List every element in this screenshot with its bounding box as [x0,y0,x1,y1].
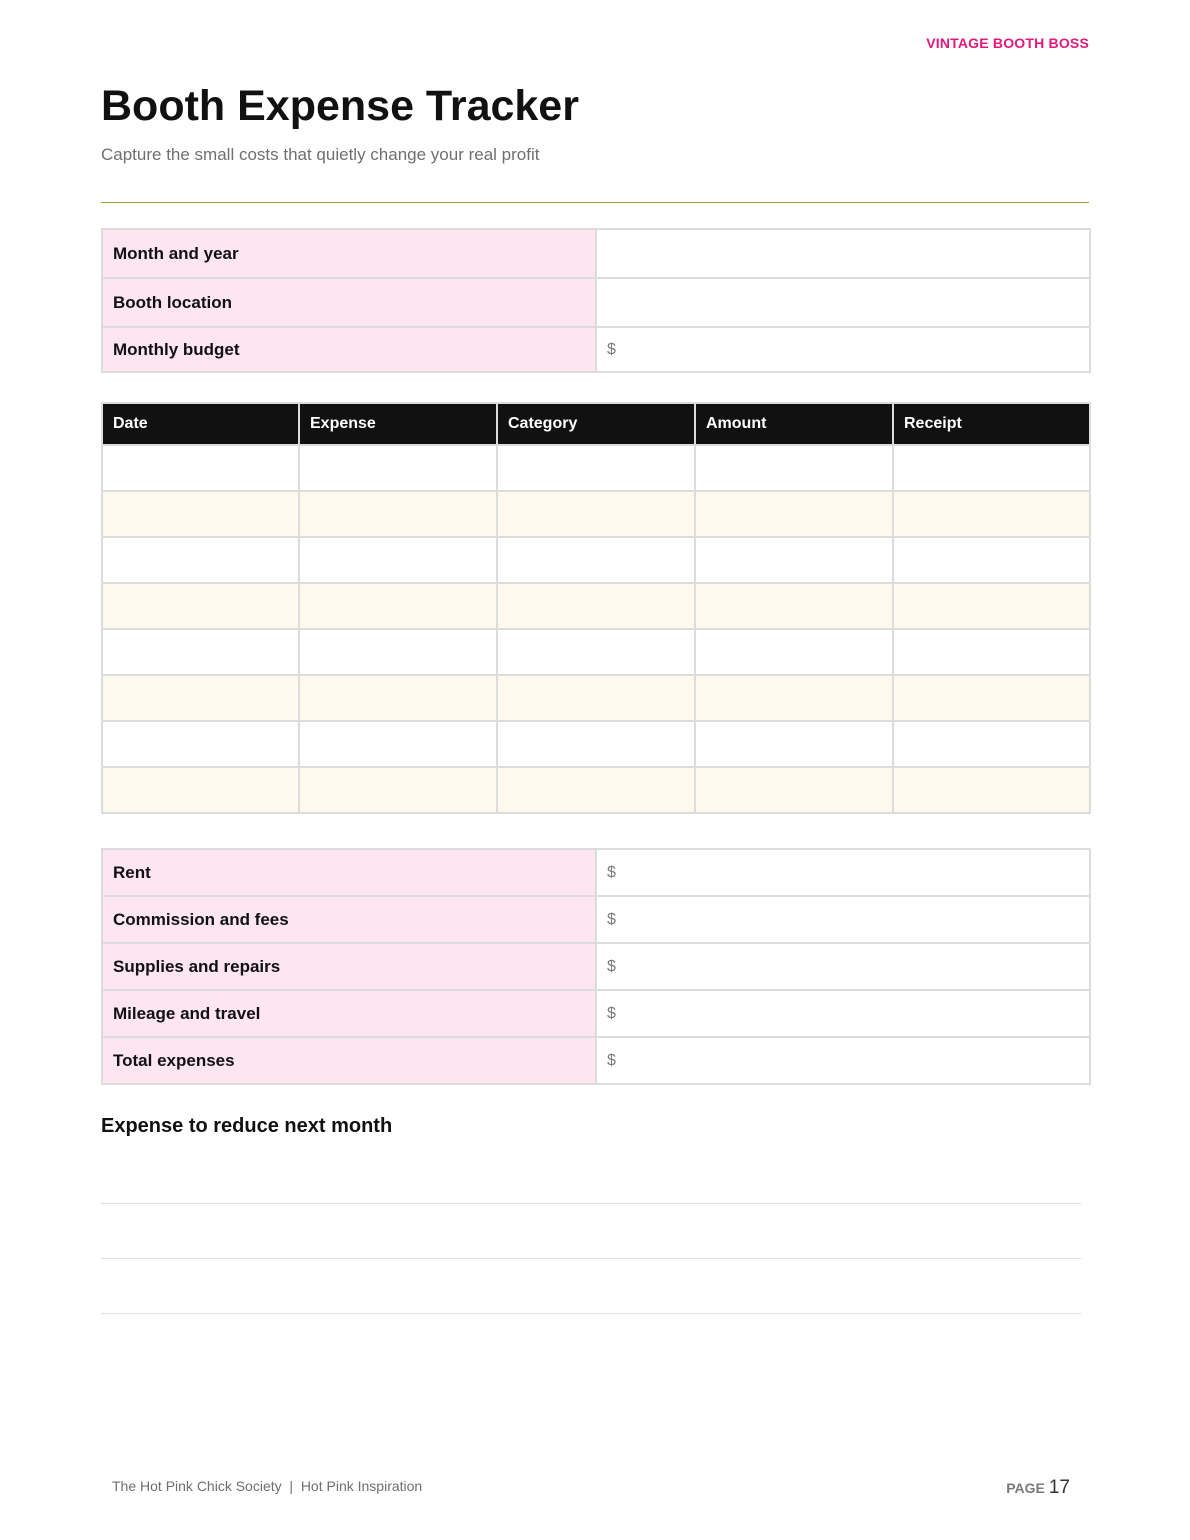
receipt-cell[interactable] [893,537,1090,583]
totals-row-total [102,1037,1090,1084]
notes-heading: Expense to reduce next month [101,1115,393,1137]
supplies-field[interactable]: $ [596,943,1090,990]
footer-credit: The Hot Pink Chick Society | Hot Pink Inspiration [112,1478,423,1494]
total-expenses-label: Total expenses [102,1037,596,1084]
expense-table [101,402,1091,814]
amount-cell[interactable] [695,445,893,491]
note-line[interactable] [101,1203,1081,1204]
page-title: Booth Expense Tracker [101,82,579,130]
expense-cell[interactable] [299,445,497,491]
table-row [102,491,1090,537]
total-expenses-field[interactable]: $ [596,1037,1090,1084]
date-cell[interactable] [102,675,299,721]
date-cell[interactable] [102,445,299,491]
info-row-location [102,278,1090,327]
receipt-cell[interactable] [893,491,1090,537]
amount-cell[interactable] [695,629,893,675]
page-subtitle: Capture the small costs that quietly change your real profit [101,145,540,164]
date-cell[interactable] [102,721,299,767]
category-cell[interactable] [497,583,695,629]
receipt-cell[interactable] [893,629,1090,675]
table-row [102,583,1090,629]
commission-label: Commission and fees [102,896,596,943]
note-line[interactable] [101,1258,1081,1259]
amount-cell[interactable] [695,537,893,583]
column-header-category: Category [497,403,695,445]
date-cell[interactable] [102,583,299,629]
totals-row-rent [102,849,1090,896]
table-row [102,675,1090,721]
date-cell[interactable] [102,767,299,813]
info-row-budget [102,327,1090,372]
date-cell[interactable] [102,537,299,583]
amount-cell[interactable] [695,767,893,813]
receipt-cell[interactable] [893,675,1090,721]
brand-label: VINTAGE BOOTH BOSS [926,35,1089,51]
title-divider [101,202,1089,203]
category-cell[interactable] [497,537,695,583]
totals-row-commission [102,896,1090,943]
totals-row-supplies [102,943,1090,990]
page-number [1006,1477,1070,1499]
column-header-receipt: Receipt [893,403,1090,445]
date-cell[interactable] [102,629,299,675]
category-cell[interactable] [497,767,695,813]
receipt-cell[interactable] [893,721,1090,767]
expense-cell[interactable] [299,583,497,629]
date-cell[interactable] [102,491,299,537]
expense-cell[interactable] [299,537,497,583]
column-header-date: Date [102,403,299,445]
totals-row-mileage [102,990,1090,1037]
booth-location-field[interactable] [596,278,1090,327]
category-cell[interactable] [497,675,695,721]
receipt-cell[interactable] [893,445,1090,491]
page-label: PAGE [1006,1480,1045,1496]
expense-cell[interactable] [299,767,497,813]
table-row [102,537,1090,583]
amount-cell[interactable] [695,721,893,767]
commission-field[interactable]: $ [596,896,1090,943]
amount-cell[interactable] [695,583,893,629]
expense-table-body [102,445,1090,813]
monthly-budget-field[interactable]: $ [596,327,1090,372]
expense-cell[interactable] [299,675,497,721]
amount-cell[interactable] [695,675,893,721]
column-header-expense: Expense [299,403,497,445]
expense-cell[interactable] [299,629,497,675]
totals-table [101,848,1091,1085]
info-table [101,228,1091,373]
note-line[interactable] [101,1313,1081,1314]
booth-location-label: Booth location [102,278,596,327]
amount-cell[interactable] [695,491,893,537]
category-cell[interactable] [497,491,695,537]
month-year-field[interactable] [596,229,1090,278]
rent-label: Rent [102,849,596,896]
table-row [102,445,1090,491]
table-row [102,721,1090,767]
page-number-value: 17 [1048,1477,1070,1498]
rent-field[interactable]: $ [596,849,1090,896]
category-cell[interactable] [497,445,695,491]
supplies-label: Supplies and repairs [102,943,596,990]
table-row [102,767,1090,813]
monthly-budget-label: Monthly budget [102,327,596,372]
column-header-amount: Amount [695,403,893,445]
month-year-label: Month and year [102,229,596,278]
category-cell[interactable] [497,721,695,767]
category-cell[interactable] [497,629,695,675]
mileage-field[interactable]: $ [596,990,1090,1037]
info-row-month [102,229,1090,278]
mileage-label: Mileage and travel [102,990,596,1037]
table-row [102,629,1090,675]
receipt-cell[interactable] [893,767,1090,813]
expense-cell[interactable] [299,491,497,537]
expense-cell[interactable] [299,721,497,767]
expense-table-header [102,403,1090,445]
receipt-cell[interactable] [893,583,1090,629]
